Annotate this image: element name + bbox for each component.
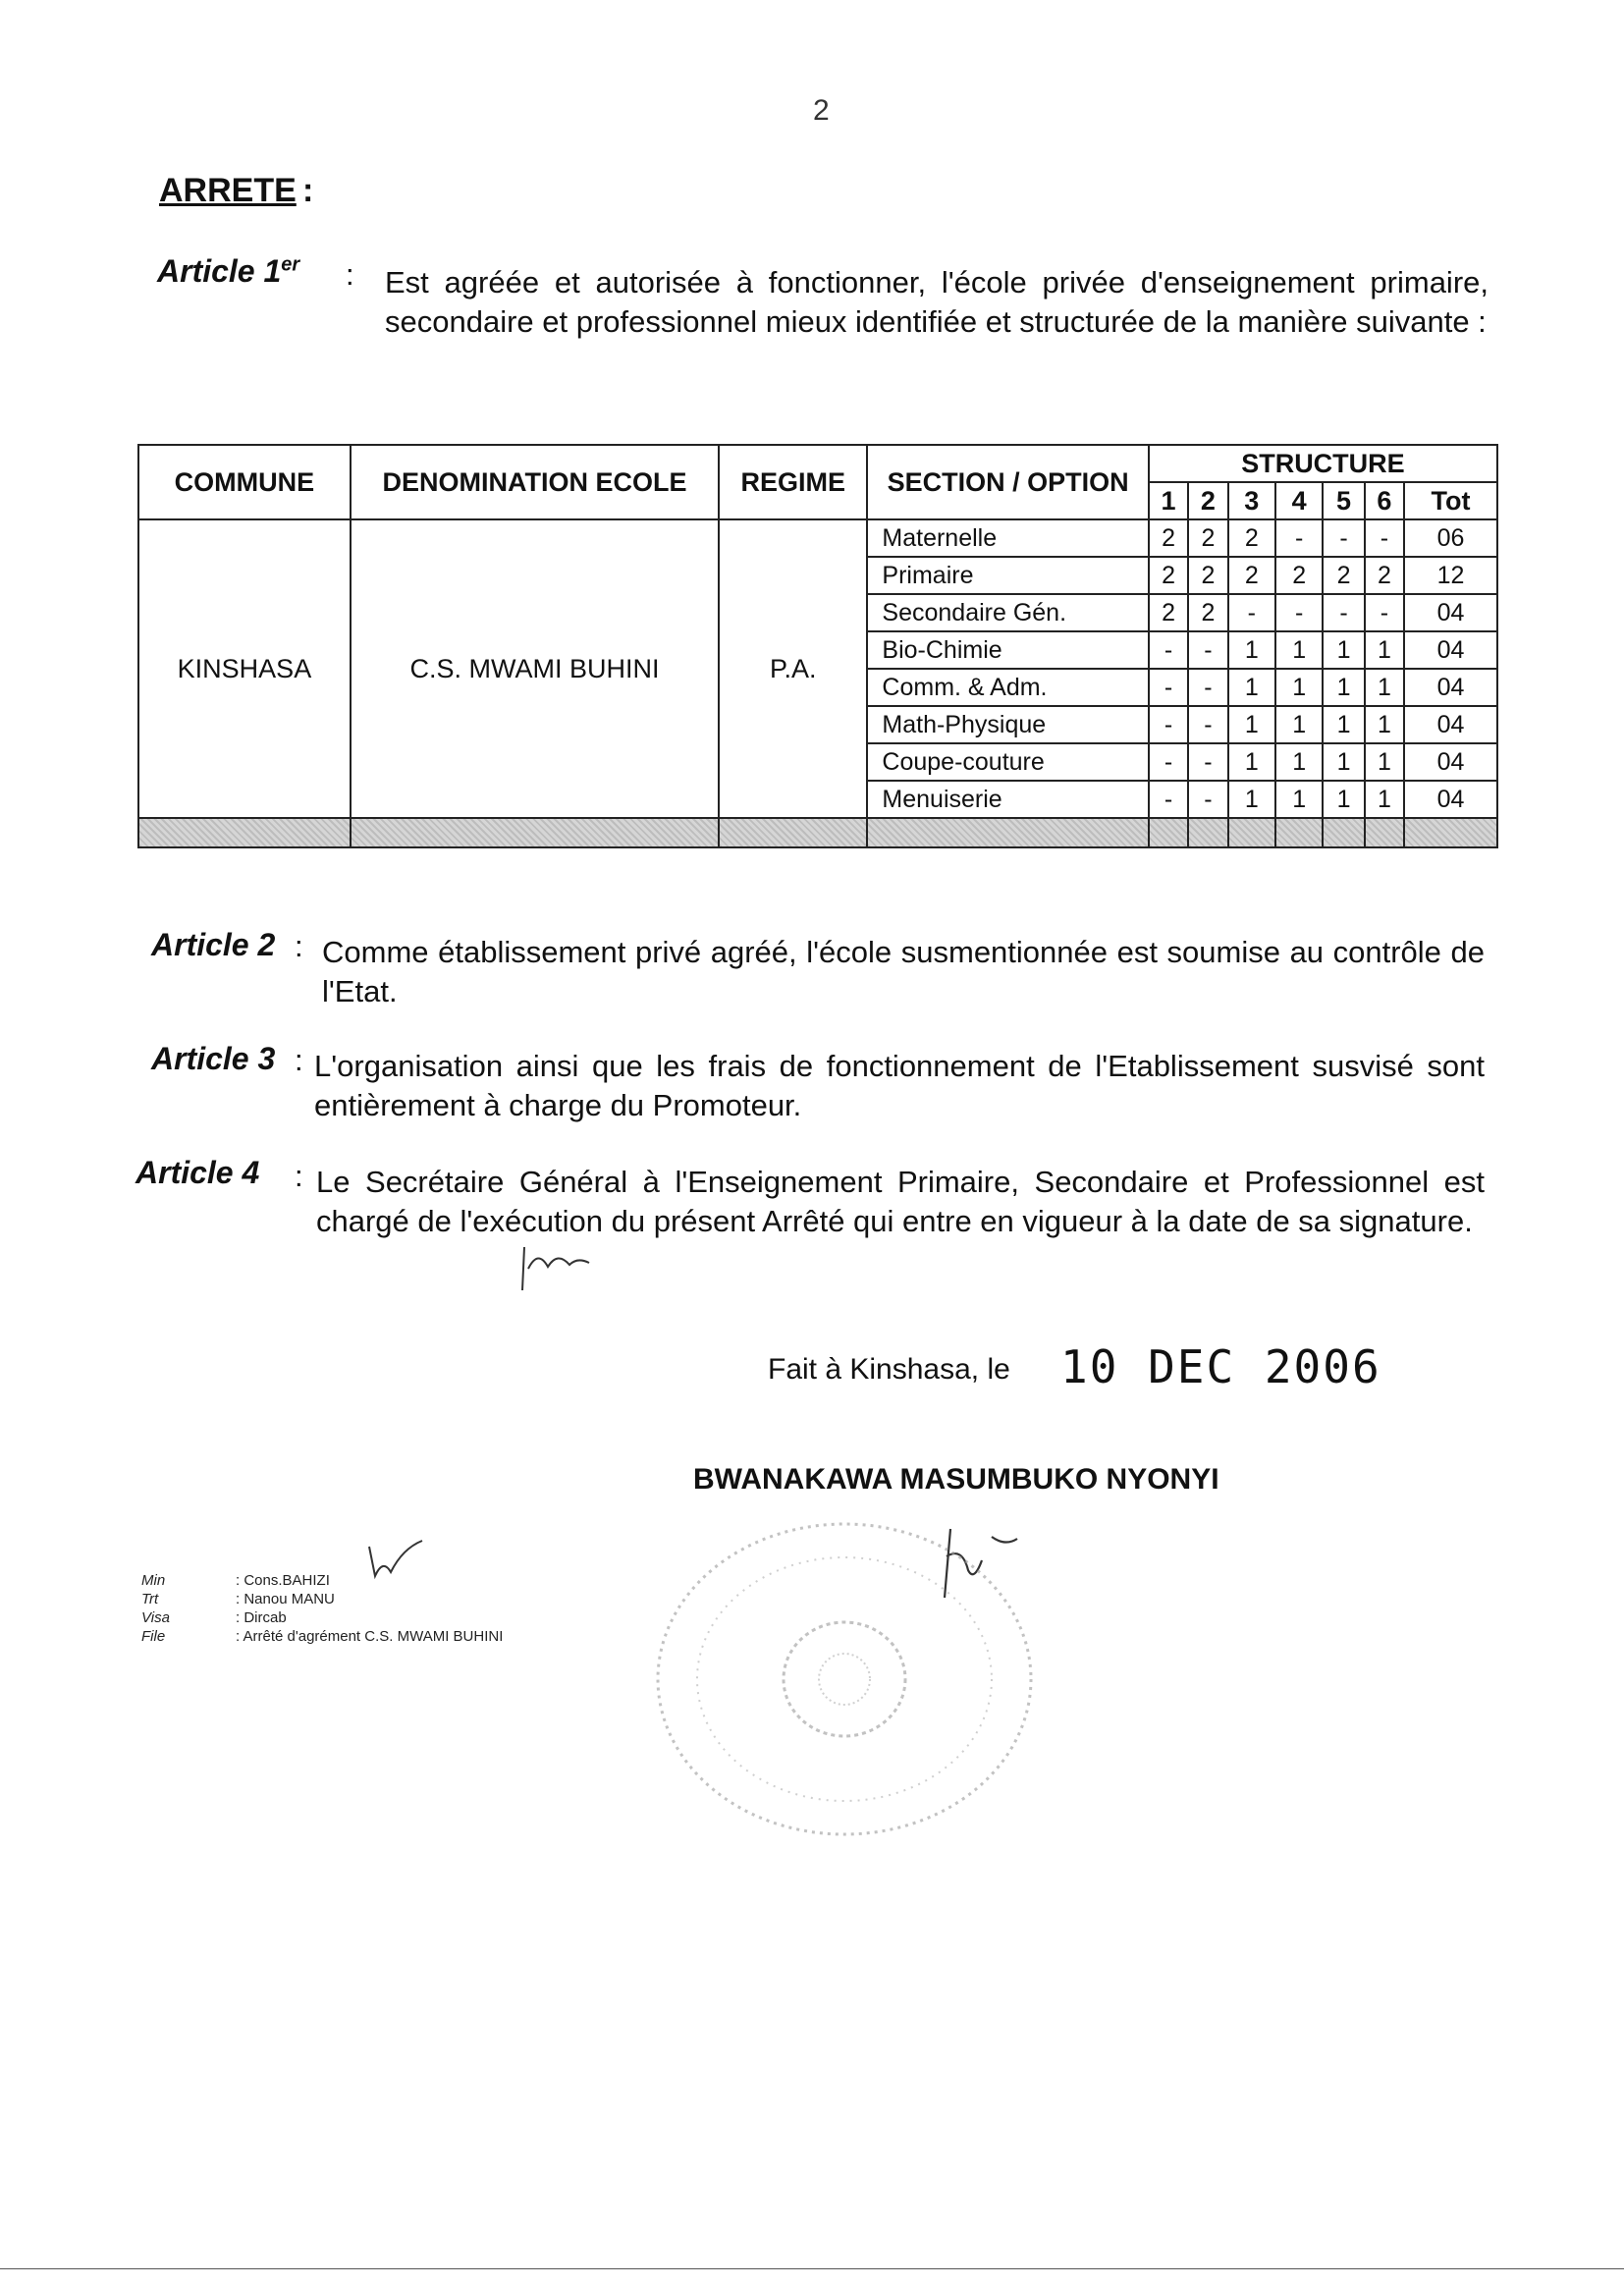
section-option-cell: Bio-Chimie xyxy=(867,631,1148,669)
section-option-cell: Coupe-couture xyxy=(867,743,1148,781)
year-1-cell: - xyxy=(1149,781,1188,818)
reference-label-trt: Trt xyxy=(141,1591,159,1607)
year-6-cell: 2 xyxy=(1365,557,1404,594)
shaded-cell xyxy=(1149,818,1188,847)
shaded-cell xyxy=(1323,818,1364,847)
year-4-cell: 1 xyxy=(1275,631,1323,669)
year-6-cell: - xyxy=(1365,594,1404,631)
section-option-cell: Maternelle xyxy=(867,519,1148,557)
year-4-cell: 1 xyxy=(1275,743,1323,781)
shaded-cell xyxy=(1404,818,1497,847)
signatory-name: BWANAKAWA MASUMBUKO NYONYI xyxy=(693,1463,1219,1496)
shaded-cell xyxy=(351,818,719,847)
article-3-label: Article 3 xyxy=(151,1041,276,1076)
year-5-cell: - xyxy=(1323,519,1364,557)
year-1-cell: - xyxy=(1149,743,1188,781)
header-commune: COMMUNE xyxy=(138,445,351,519)
article-1-separator: : xyxy=(346,257,354,292)
reference-label-min: Min xyxy=(141,1572,166,1589)
article-4-separator: : xyxy=(295,1159,303,1193)
denomination-cell: C.S. MWAMI BUHINI xyxy=(351,519,719,818)
year-1-cell: - xyxy=(1149,669,1188,706)
decree-heading: ARRETE xyxy=(159,172,297,209)
year-6-cell: - xyxy=(1365,519,1404,557)
official-seal-icon xyxy=(648,1493,1051,1846)
section-option-cell: Secondaire Gén. xyxy=(867,594,1148,631)
reference-label-visa: Visa xyxy=(141,1609,170,1626)
year-4-cell: 1 xyxy=(1275,669,1323,706)
page-number: 2 xyxy=(813,94,830,127)
total-cell: 04 xyxy=(1404,743,1497,781)
year-6-cell: 1 xyxy=(1365,706,1404,743)
table-shaded-footer-row xyxy=(138,818,1497,847)
table-body xyxy=(138,519,1497,847)
bottom-rule xyxy=(0,2268,1624,2269)
year-5-cell: 1 xyxy=(1323,781,1364,818)
reference-value-min: : Cons.BAHIZI xyxy=(236,1572,330,1589)
article-3-text: L'organisation ainsi que les frais de fonctionnement de l'Etablissement susvisé sont entièrement à charge du Promoteur. xyxy=(314,1049,1485,1122)
shaded-cell xyxy=(719,818,867,847)
total-cell: 04 xyxy=(1404,781,1497,818)
total-cell: 04 xyxy=(1404,669,1497,706)
section-option-cell: Menuiserie xyxy=(867,781,1148,818)
header-year-1: 1 xyxy=(1149,482,1188,519)
section-option-cell: Primaire xyxy=(867,557,1148,594)
year-2-cell: 2 xyxy=(1188,594,1227,631)
regime-cell: P.A. xyxy=(719,519,867,818)
shaded-cell xyxy=(138,818,351,847)
header-year-2: 2 xyxy=(1188,482,1227,519)
header-denomination: DENOMINATION ECOLE xyxy=(351,445,719,519)
total-cell: 04 xyxy=(1404,706,1497,743)
commune-cell: KINSHASA xyxy=(138,519,351,818)
header-regime: REGIME xyxy=(719,445,867,519)
year-3-cell: 1 xyxy=(1228,781,1275,818)
year-3-cell: 2 xyxy=(1228,557,1275,594)
header-year-3: 3 xyxy=(1228,482,1275,519)
year-5-cell: 1 xyxy=(1323,631,1364,669)
reference-value-visa: : Dircab xyxy=(236,1609,287,1626)
year-5-cell: - xyxy=(1323,594,1364,631)
year-1-cell: 2 xyxy=(1149,519,1188,557)
place-and-date-text: Fait à Kinshasa, le xyxy=(768,1353,1010,1386)
reference-value-file: : Arrêté d'agrément C.S. MWAMI BUHINI xyxy=(236,1628,504,1645)
year-2-cell: - xyxy=(1188,706,1227,743)
article-3-separator: : xyxy=(295,1043,303,1077)
reference-labels xyxy=(141,1571,170,1646)
year-3-cell: 1 xyxy=(1228,743,1275,781)
year-6-cell: 1 xyxy=(1365,781,1404,818)
year-3-cell: 1 xyxy=(1228,631,1275,669)
year-6-cell: 1 xyxy=(1365,631,1404,669)
article-2-text: Comme établissement privé agréé, l'école susmentionnée est soumise au contrôle de l'Etat. xyxy=(322,935,1485,1008)
header-total: Tot xyxy=(1404,482,1497,519)
year-5-cell: 1 xyxy=(1323,743,1364,781)
reference-value-trt: : Nanou MANU xyxy=(236,1591,335,1607)
section-option-cell: Comm. & Adm. xyxy=(867,669,1148,706)
year-4-cell: - xyxy=(1275,519,1323,557)
decree-heading-colon: : xyxy=(302,172,314,209)
year-5-cell: 1 xyxy=(1323,706,1364,743)
year-6-cell: 1 xyxy=(1365,669,1404,706)
shaded-cell xyxy=(1228,818,1275,847)
total-cell: 04 xyxy=(1404,594,1497,631)
shaded-cell xyxy=(1188,818,1227,847)
header-section-option: SECTION / OPTION xyxy=(867,445,1148,519)
year-1-cell: - xyxy=(1149,706,1188,743)
year-2-cell: - xyxy=(1188,631,1227,669)
year-2-cell: 2 xyxy=(1188,557,1227,594)
table-row xyxy=(138,519,1497,557)
table-header-row xyxy=(138,445,1497,482)
stamped-date: 10 DEC 2006 xyxy=(1060,1340,1381,1393)
year-5-cell: 1 xyxy=(1323,669,1364,706)
header-structure: STRUCTURE xyxy=(1149,445,1497,482)
article-1-label-sup: er xyxy=(281,253,300,276)
article-1-label-text: Article 1 xyxy=(157,253,282,289)
header-year-5: 5 xyxy=(1323,482,1364,519)
year-1-cell: - xyxy=(1149,631,1188,669)
year-3-cell: 1 xyxy=(1228,706,1275,743)
initials-icon xyxy=(363,1537,432,1586)
year-4-cell: 2 xyxy=(1275,557,1323,594)
shaded-cell xyxy=(1365,818,1404,847)
total-cell: 06 xyxy=(1404,519,1497,557)
year-2-cell: - xyxy=(1188,669,1227,706)
reference-label-file: File xyxy=(141,1628,166,1645)
year-2-cell: - xyxy=(1188,743,1227,781)
header-year-4: 4 xyxy=(1275,482,1323,519)
total-cell: 04 xyxy=(1404,631,1497,669)
year-3-cell: - xyxy=(1228,594,1275,631)
year-6-cell: 1 xyxy=(1365,743,1404,781)
year-3-cell: 1 xyxy=(1228,669,1275,706)
total-cell: 12 xyxy=(1404,557,1497,594)
header-year-6: 6 xyxy=(1365,482,1404,519)
article-4-text: Le Secrétaire Général à l'Enseignement Primaire, Secondaire et Professionnel est chargé de l'exécution du présent Arrêté qui entre en vigueur à la date de sa signature. xyxy=(316,1165,1485,1238)
section-option-cell: Math-Physique xyxy=(867,706,1148,743)
year-3-cell: 2 xyxy=(1228,519,1275,557)
year-2-cell: 2 xyxy=(1188,519,1227,557)
handwritten-mark-icon xyxy=(518,1239,597,1298)
shaded-cell xyxy=(1275,818,1323,847)
article-2-separator: : xyxy=(295,929,303,963)
article-4-label: Article 4 xyxy=(135,1155,260,1190)
year-1-cell: 2 xyxy=(1149,594,1188,631)
school-structure-table xyxy=(137,444,1498,848)
article-2-label: Article 2 xyxy=(151,927,276,962)
shaded-cell xyxy=(867,818,1148,847)
year-5-cell: 2 xyxy=(1323,557,1364,594)
year-1-cell: 2 xyxy=(1149,557,1188,594)
article-1-label xyxy=(157,253,299,290)
year-4-cell: 1 xyxy=(1275,706,1323,743)
year-2-cell: - xyxy=(1188,781,1227,818)
article-1-text: Est agréée et autorisée à fonctionner, l'école privée d'enseignement primaire, secondaire et professionnel mieux identifiée et structurée de la manière suivante : xyxy=(385,265,1489,339)
year-4-cell: 1 xyxy=(1275,781,1323,818)
year-4-cell: - xyxy=(1275,594,1323,631)
